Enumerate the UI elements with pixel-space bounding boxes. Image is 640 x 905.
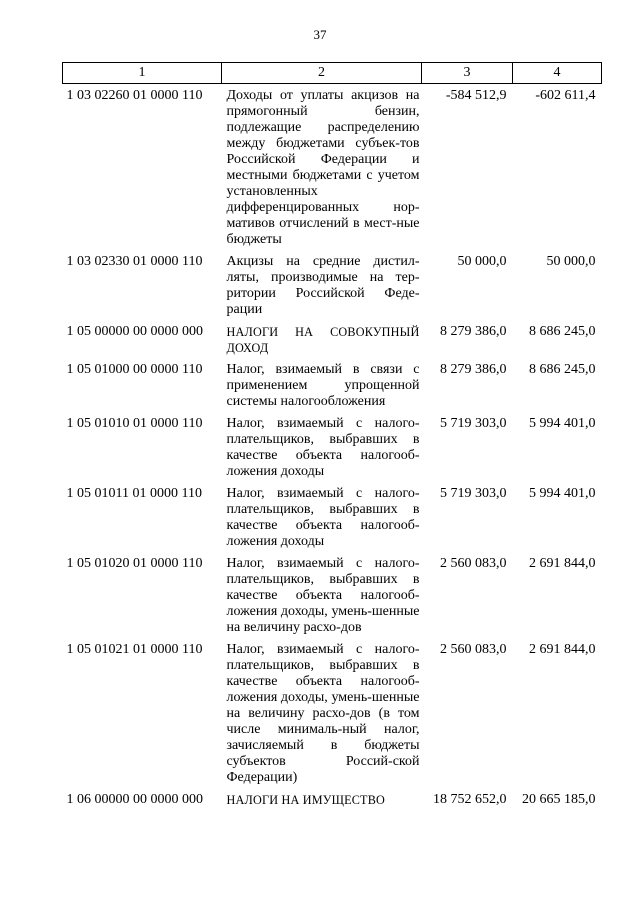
budget-code-cell: 1 06 00000 00 0000 000 bbox=[66, 792, 203, 807]
value-col3-cell: -584 512,9 bbox=[445, 88, 507, 103]
table-body bbox=[63, 84, 602, 815]
income-name-cell: НАЛОГИ НА ИМУЩЕСТВО bbox=[226, 793, 386, 807]
value-col4-cell: 8 686 245,0 bbox=[529, 324, 596, 339]
table-row bbox=[63, 416, 602, 486]
column-header-3: 3 bbox=[422, 63, 513, 84]
column-header-1: 1 bbox=[63, 63, 222, 84]
value-col3-cell: 50 000,0 bbox=[457, 254, 507, 269]
budget-code-cell: 1 05 01011 01 0000 110 bbox=[66, 486, 202, 501]
table-row bbox=[63, 254, 602, 324]
income-name-cell: Налог, взимаемый с налого-плательщиков, выбравших в качестве объекта налогооб-ложения доходы bbox=[226, 486, 420, 549]
value-col3-cell: 5 719 303,0 bbox=[440, 486, 507, 501]
income-name-cell: НАЛОГИ НА СОВОКУПНЫЙ ДОХОД bbox=[226, 325, 420, 355]
income-name-cell: Акцизы на средние дистил-ляты, производимые на тер-ритории Российской Феде-рации bbox=[226, 254, 420, 317]
table-row bbox=[63, 486, 602, 556]
column-header-4: 4 bbox=[513, 63, 602, 84]
value-col4-cell: 20 665 185,0 bbox=[522, 792, 596, 807]
value-col4-cell: 2 691 844,0 bbox=[529, 642, 596, 657]
value-col3-cell: 5 719 303,0 bbox=[440, 416, 507, 431]
table-row bbox=[63, 84, 602, 255]
table-row bbox=[63, 556, 602, 642]
value-col3-cell: 8 279 386,0 bbox=[440, 324, 507, 339]
budget-code-cell: 1 05 01021 01 0000 110 bbox=[66, 642, 203, 657]
budget-code-cell: 1 05 01000 00 0000 110 bbox=[66, 362, 203, 377]
budget-code-cell: 1 05 00000 00 0000 000 bbox=[66, 324, 203, 339]
table-row bbox=[63, 362, 602, 416]
value-col4-cell: 2 691 844,0 bbox=[529, 556, 596, 571]
value-col4-cell: 8 686 245,0 bbox=[529, 362, 596, 377]
budget-code-cell: 1 03 02260 01 0000 110 bbox=[66, 88, 203, 103]
table-row bbox=[63, 642, 602, 792]
budget-code-cell: 1 05 01020 01 0000 110 bbox=[66, 556, 203, 571]
value-col3-cell: 2 560 083,0 bbox=[440, 642, 507, 657]
table-header bbox=[63, 63, 602, 84]
value-col3-cell: 18 752 652,0 bbox=[433, 792, 507, 807]
income-name-cell: Налог, взимаемый с налого-плательщиков, выбравших в качестве объекта налогооб-ложения доходы, умень-шенные на величину расхо-дов bbox=[226, 556, 420, 635]
table-row bbox=[63, 324, 602, 362]
value-col3-cell: 8 279 386,0 bbox=[440, 362, 507, 377]
budget-code-cell: 1 05 01010 01 0000 110 bbox=[66, 416, 203, 431]
value-col4-cell: 50 000,0 bbox=[546, 254, 596, 269]
income-name-cell: Налог, взимаемый с налого-плательщиков, выбравших в качестве объекта налогооб-ложения доходы, умень-шенные на величину расхо-дов (в том числе минималь-ный налог, зачисляемый в бюджеты субъектов Россий-ской Федерации) bbox=[226, 642, 420, 785]
value-col3-cell: 2 560 083,0 bbox=[440, 556, 507, 571]
column-header-2: 2 bbox=[222, 63, 422, 84]
income-name-cell: Налог, взимаемый в связи с применением упрощенной системы налогообложения bbox=[226, 362, 420, 409]
income-name-cell: Налог, взимаемый с налого-плательщиков, выбравших в качестве объекта налогооб-ложения доходы bbox=[226, 416, 420, 479]
page-number: 37 bbox=[313, 27, 327, 42]
budget-code-cell: 1 03 02330 01 0000 110 bbox=[66, 254, 203, 269]
table-row bbox=[63, 792, 602, 814]
value-col4-cell: 5 994 401,0 bbox=[529, 486, 596, 501]
value-col4-cell: 5 994 401,0 bbox=[529, 416, 596, 431]
income-name-cell: Доходы от уплаты акцизов на прямогонный бензин, подлежащие распределению между бюджетами субъек-тов Российской Федерации и местными бюджетами с учетом установленных дифференцированных нор-мативов отчислений в мест-ные бюджеты bbox=[226, 88, 420, 247]
budget-table bbox=[62, 62, 602, 814]
value-col4-cell: -602 611,4 bbox=[535, 88, 596, 103]
